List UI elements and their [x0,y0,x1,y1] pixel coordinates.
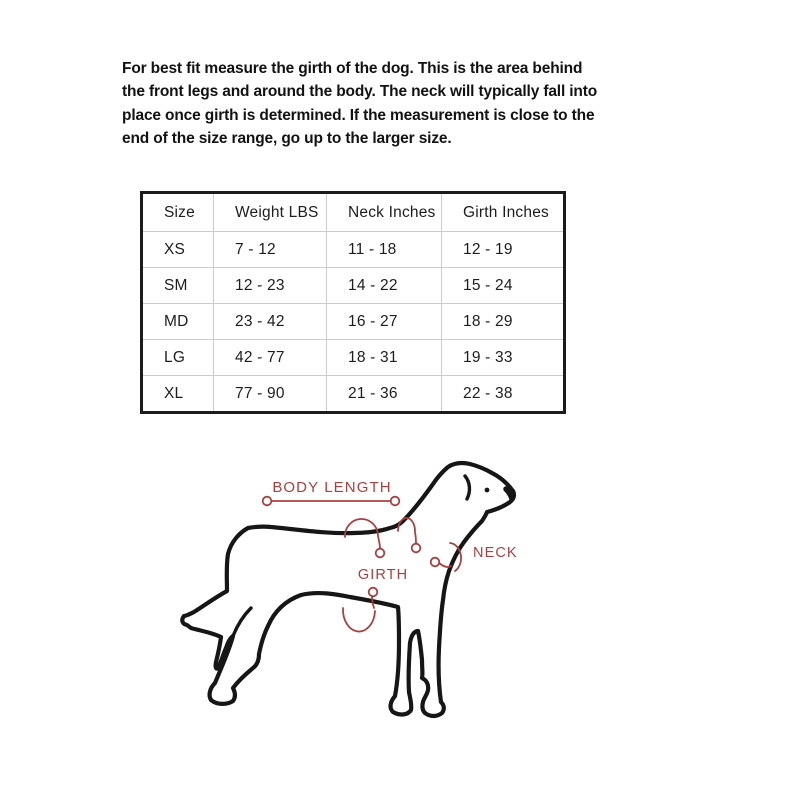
girth-belly-arc [343,608,375,632]
table-row-lg [142,340,565,376]
col-header-neck: Neck Inches [327,193,442,232]
intro-line-1: For best fit measure the girth of the dog. This is the area behind [122,60,583,77]
col-header-girth: Girth Inches [442,193,565,232]
cell-size: SM [142,268,214,304]
girth-top-endpoint [376,549,385,558]
neck-base-endpoint [412,544,421,553]
intro-line-2: the front legs and around the body. The neck will typically fall into [122,83,598,101]
cell-neck: 21 - 36 [327,376,442,413]
intro-line-3: place once girth is determined. If the measurement is close to the [122,106,595,124]
cell-girth: 19 - 33 [442,340,565,376]
cell-weight: 77 - 90 [214,376,327,413]
neck-base-connector [415,532,416,543]
table-row-xl [142,376,565,413]
body-length-endpoint-left [263,497,272,506]
cell-size: LG [142,340,214,376]
col-header-size: Size [142,193,214,232]
cell-size: XS [142,232,214,268]
cell-weight: 12 - 23 [214,268,327,304]
intro-line-4: end of the size range, go up to the larger size. [122,129,452,147]
size-chart-table [140,191,566,414]
table-row-xs [142,232,565,268]
cell-girth: 12 - 19 [442,232,565,268]
girth-label: GIRTH [357,567,409,583]
neck-front-endpoint [431,558,440,567]
col-header-weight: Weight LBS [214,193,327,232]
cell-neck: 14 - 22 [327,268,442,304]
cell-girth: 15 - 24 [442,268,565,304]
table-header-row [142,193,565,232]
fit-instructions [122,57,597,150]
cell-size: XL [142,376,214,413]
cell-weight: 7 - 12 [214,232,327,268]
cell-weight: 42 - 77 [214,340,327,376]
neck-label: NECK [473,545,518,561]
body-length-endpoint-right [391,497,400,506]
table-row-sm [142,268,565,304]
body-length-label: BODY LENGTH [272,479,392,496]
girth-bottom-endpoint [369,588,378,597]
dog-measurement-diagram [165,440,565,770]
cell-neck: 16 - 27 [327,304,442,340]
cell-girth: 22 - 38 [442,376,565,413]
cell-neck: 11 - 18 [327,232,442,268]
cell-neck: 18 - 31 [327,340,442,376]
dog-eye-dot [485,488,490,493]
table-row-md [142,304,565,340]
cell-size: MD [142,304,214,340]
cell-weight: 23 - 42 [214,304,327,340]
cell-girth: 18 - 29 [442,304,565,340]
